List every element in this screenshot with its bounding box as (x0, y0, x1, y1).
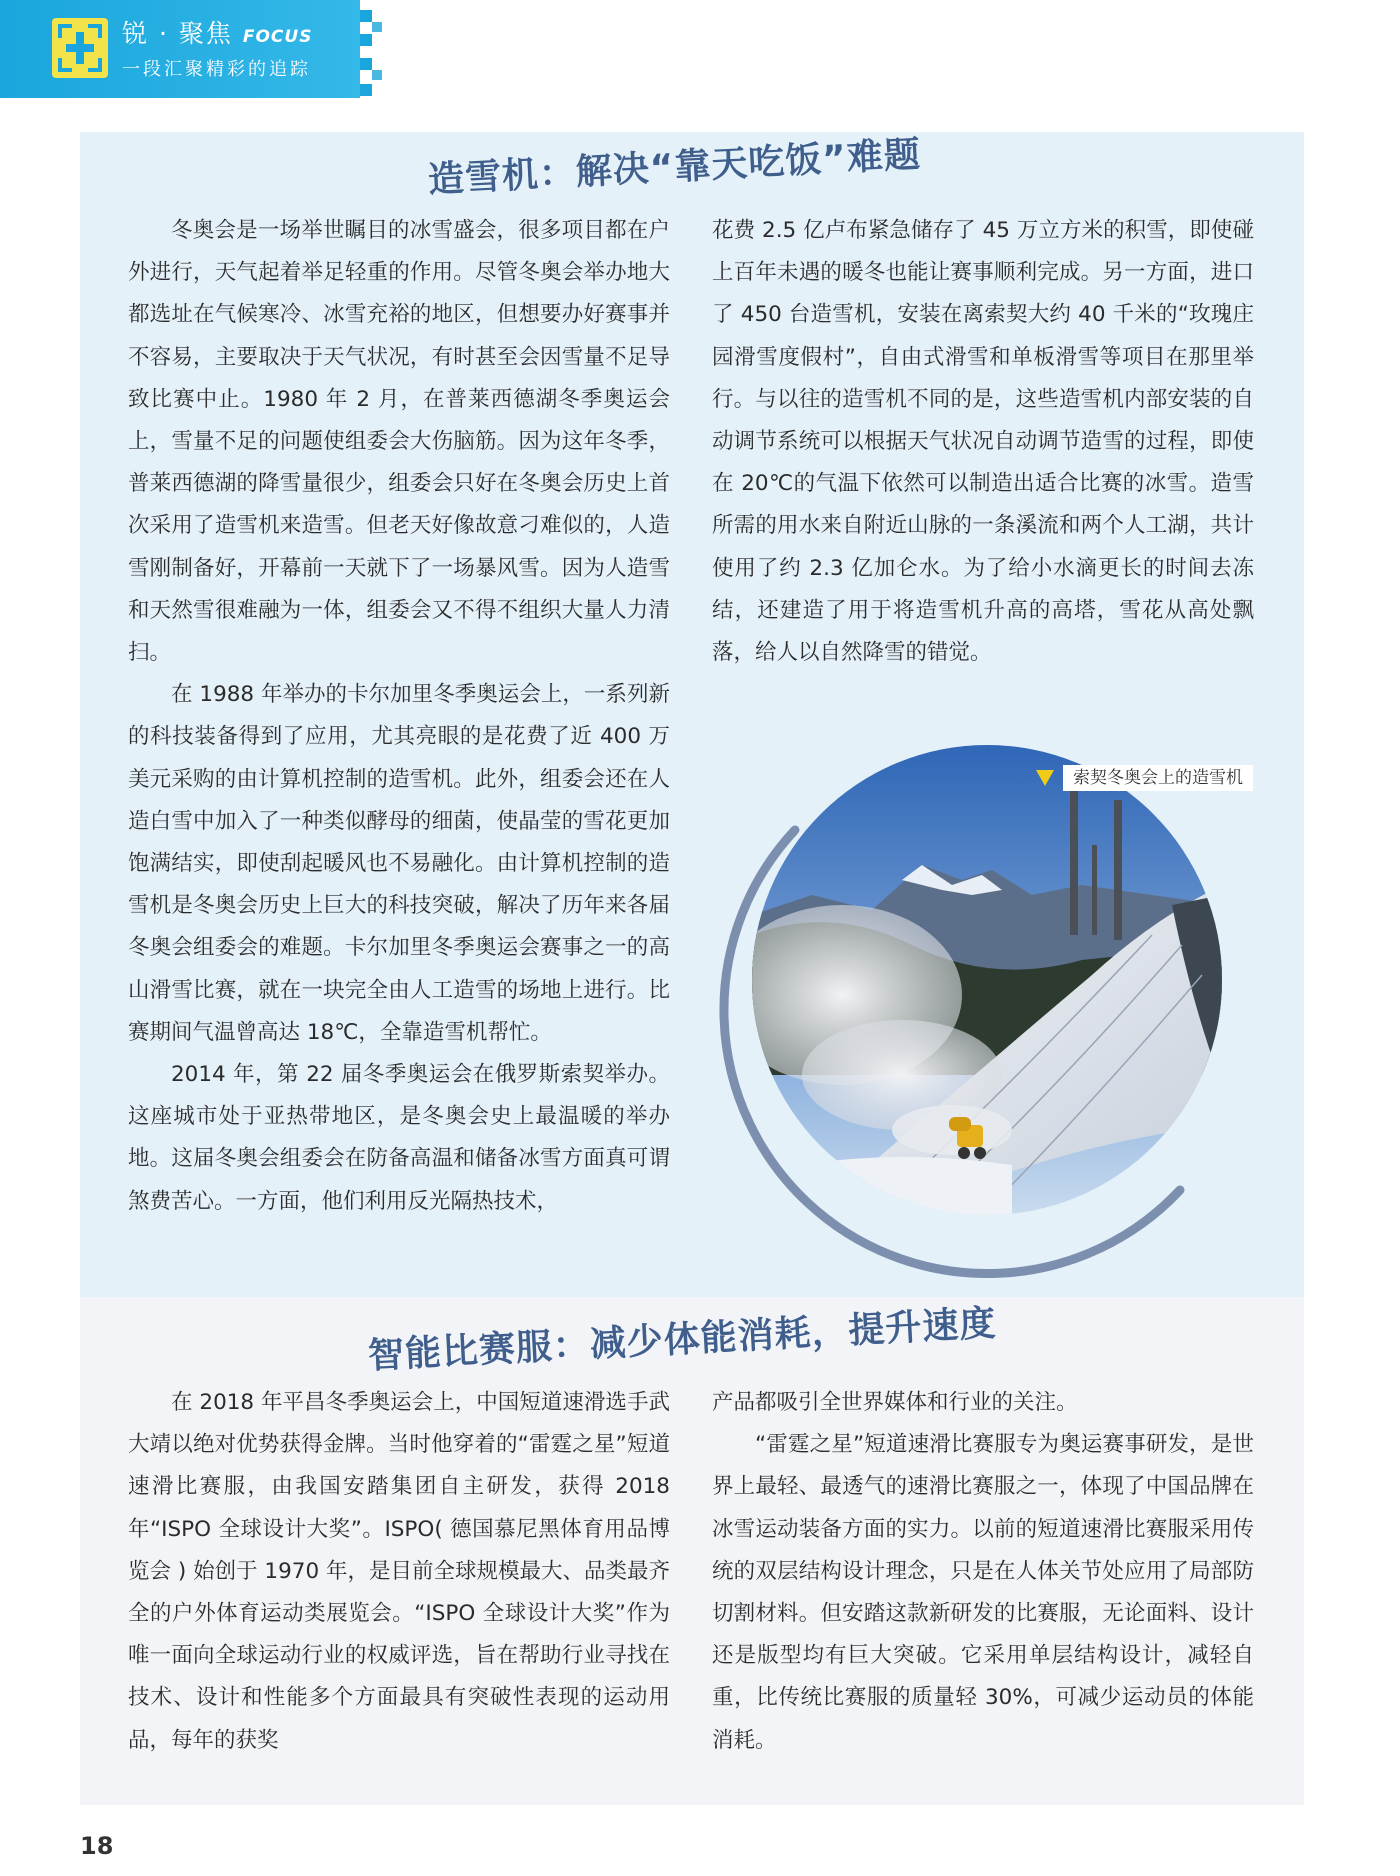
section1-heading: 造雪机：解决“靠天吃饭”难题 (427, 134, 922, 201)
caption-marker-icon (1036, 770, 1054, 786)
snow-machine-photo (752, 745, 1222, 1215)
section2-paragraph: “雷霆之星”短道速滑比赛服专为奥运赛事研发，是世界上最轻、最透气的速滑比赛服之一，体现了中国品牌在冰雪运动装备方面的实力。以前的短道速滑比赛服采用传统的双层结构设计理念，只是在人体关节处应用了局部防切割材料。但安踏这款新研发的比赛服，无论面料、设计还是版型均有巨大突破。它采用单层结构设计，减轻自重，比传统比赛服的质量轻 30%，可减少运动员的体能消耗。 (712, 1432, 1254, 1753)
section1-paragraph: 在 1988 年举办的卡尔加里冬季奥运会上，一系列新的科技装备得到了应用，尤其亮眼的是花费了近 400 万美元采购的由计算机控制的造雪机。此外，组委会还在人造白雪中加入了一种类似酵母的细菌，使晶莹的雪花更加饱满结实，即使刮起暖风也不易融化。由计算机控制的造雪机是冬奥会历史上巨大的科技突破，解决了历年来各届冬奥会组委会的难题。卡尔加里冬季奥运会赛事之一的高山滑雪比赛，就在一块完全由人工造雪的场地上进行。比赛期间气温曾高达 18℃，全靠造雪机帮忙。 (128, 682, 670, 1045)
banner-pixel (360, 84, 372, 96)
focus-logo-icon (52, 18, 108, 78)
section1-paragraph: 冬奥会是一场举世瞩目的冰雪盛会，很多项目都在户外进行，天气起着举足轻重的作用。尽管冬奥会举办地大都选址在气候寒冷、冰雪充裕的地区，但想要办好赛事并不容易，主要取决于天气状况，有时甚至会因雪量不足导致比赛中止。1980 年 2 月，在普莱西德湖冬季奥运会上，雪量不足的问题使组委会大伤脑筋。因为这年冬季，普莱西德湖的降雪量很少，组委会只好在冬奥会历史上首次采用了造雪机来造雪。但老天好像故意刁难似的，人造雪刚制备好，开幕前一天就下了一场暴风雪。因为人造雪和天然雪很难融为一体，组委会又不得不组织大量人力清扫。 (128, 218, 670, 666)
page-number: 18 (80, 1832, 114, 1860)
banner-pixel (360, 34, 372, 46)
header-subtitle: 一段汇聚精彩的追踪 (122, 59, 311, 80)
section1-right-column (712, 210, 1254, 674)
section2-heading: 智能比赛服：减少体能消耗，提升速度 (367, 1303, 998, 1377)
section2-right-column (712, 1382, 1254, 1762)
header-title (122, 14, 312, 50)
banner-pixel (360, 58, 372, 70)
section1-left-column (128, 210, 670, 1223)
section1-paragraph: 花费 2.5 亿卢布紧急储存了 45 万立方米的积雪，即使碰上百年未遇的暖冬也能让赛事顺利完成。另一方面，进口了 450 台造雪机，安装在离索契大约 40 千米的“玫瑰庄园滑雪度假村”，自由式滑雪和单板滑雪等项目在那里举行。与以往的造雪机不同的是，这些造雪机内部安装的自动调节系统可以根据天气状况自动调节造雪的过程，即使在 20℃的气温下依然可以制造出适合比赛的冰雪。造雪所需的用水来自附近山脉的一条溪流和两个人工湖，共计使用了约 2.3 亿加仑水。为了给小水滴更长的时间去冻结，还建造了用于将造雪机升高的高塔，雪花从高处飘落，给人以自然降雪的错觉。 (712, 218, 1254, 666)
section2-paragraph: 在 2018 年平昌冬季奥运会上，中国短道速滑选手武大靖以绝对优势获得金牌。当时他穿着的“雷霆之星”短道速滑比赛服，由我国安踏集团自主研发，获得 2018 年“ISPO 全球设计大奖”。ISPO( 德国慕尼黑体育用品博览会 ) 始创于 1970 年，是目前全球规模最大、品类最齐全的户外体育运动类展览会。“ISPO 全球设计大奖”作为唯一面向全球运动行业的权威评选，旨在帮助行业寻找在技术、设计和性能多个方面最具有突破性表现的运动用品，每年的获奖 (128, 1390, 670, 1753)
header-focus-text: FOCUS (242, 27, 313, 47)
section1-paragraph: 2014 年，第 22 届冬季奥运会在俄罗斯索契举办。这座城市处于亚热带地区，是冬奥会史上最温暖的举办地。这届冬奥会组委会在防备高温和储备冰雪方面真可谓煞费苦心。一方面，他们利用反光隔热技术， (128, 1062, 670, 1214)
section2-paragraph: 产品都吸引全世界媒体和行业的关注。 (712, 1390, 1078, 1415)
photo-caption: 索契冬奥会上的造雪机 (1063, 765, 1253, 791)
header-title-text: 锐 · 聚焦 (122, 19, 233, 48)
banner-pixel (360, 10, 372, 22)
banner-pixel (372, 70, 382, 80)
section2-left-column (128, 1382, 670, 1762)
banner-pixel (372, 22, 382, 32)
